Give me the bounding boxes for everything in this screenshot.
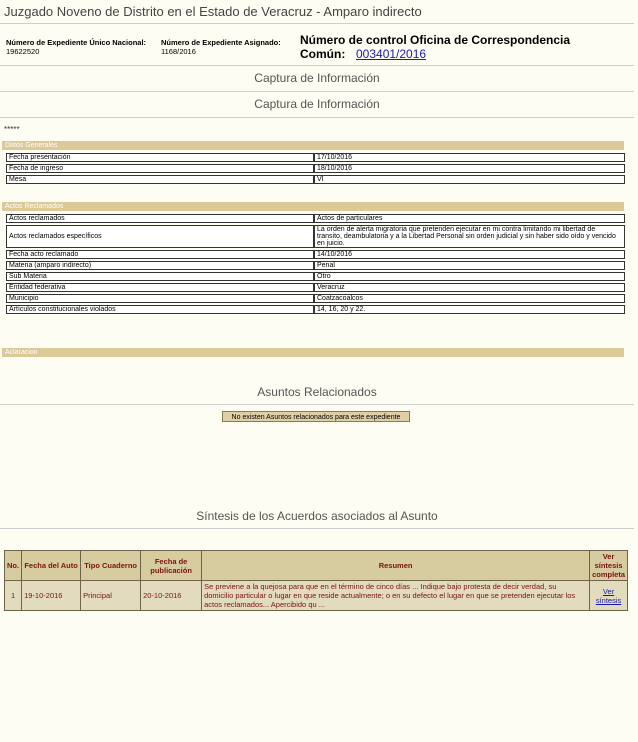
table-header-row [5,551,628,581]
field-label: Mesa [6,175,314,184]
col-header: Ver síntesis completa [590,551,628,581]
table-row [6,261,625,270]
divider [0,117,634,118]
table-row [6,305,625,314]
field-label: Artículos constitucionales violados [6,305,314,314]
table-row [6,294,625,303]
page-title: Juzgado Noveno de Distrito en el Estado de Veracruz - Amparo indirecto [4,4,422,19]
field-label: Actos reclamados [6,214,314,223]
field-value: 14, 16, 20 y 22. [314,305,625,314]
table-row [5,581,628,611]
captura-heading: Captura de Información [254,97,380,111]
field-value: VI [314,175,625,184]
divider [0,23,634,24]
cell-ver [590,581,628,611]
divider [0,528,634,529]
datos-generales-bar: Datos Generales [2,141,624,150]
field-value: Penal [314,261,625,270]
table-row [6,250,625,259]
field-value: Actos de particulares [314,214,625,223]
captura-heading: Captura de Información [254,71,380,85]
no-asuntos-message: No existen Asuntos relacionados para este expediente [222,411,410,422]
table-row [6,175,625,184]
cell-no: 1 [5,581,22,611]
cell-fecha-pub: 20-10-2016 [141,581,202,611]
field-label: Fecha acto reclamado [6,250,314,259]
asignado-label: Número de Expediente Asignado: [161,38,281,47]
col-header: Fecha de publicación [141,551,202,581]
field-label: Entidad federativa [6,283,314,292]
field-value: Otro [314,272,625,281]
sintesis-table [4,550,628,611]
col-header: Resumen [202,551,590,581]
table-row [6,214,625,223]
table-row [6,164,625,173]
field-label: Municipio [6,294,314,303]
field-label: Fecha presentación [6,153,314,162]
field-value: Veracruz [314,283,625,292]
stars-text: ***** [4,125,20,134]
field-value: La orden de alerta migratoria que pretenden ejecutar en mi contra limitando mi libertad de transito, deambulatoria y a la Libertad Personal sin orden judicial y sin haber sido oído y vencido en juicio. [314,225,625,248]
divider [0,91,634,92]
table-row [6,153,625,162]
comun-link[interactable]: 003401/2016 [356,47,427,61]
col-header: No. [5,551,22,581]
col-header: Tipo Cuaderno [81,551,141,581]
col-header: Fecha del Auto [22,551,81,581]
table-row [6,283,625,292]
field-label: Materia (amparo indirecto) [6,261,314,270]
control-title: Número de control Oficina de Correspondencia [300,33,571,47]
table-row [6,225,625,248]
actos-reclamados-bar: Actos Reclamados [2,202,624,211]
cell-tipo: Principal [81,581,141,611]
field-value: 18/10/2016 [314,164,625,173]
actos-reclamados-table [6,212,625,316]
table-row [6,272,625,281]
field-label: Fecha de ingreso [6,164,314,173]
aclaracion-bar: Aclaracion [2,348,624,357]
ver-sintesis-link[interactable]: Ver síntesis [595,586,622,605]
comun-label: Común: [300,47,346,61]
datos-generales-table [6,151,625,186]
field-label: Actos reclamados específicos [6,225,314,248]
cell-fecha-auto: 19-10-2016 [22,581,81,611]
nun-value: 19622520 [6,47,40,56]
nun-label: Número de Expediente Único Nacional: [6,38,147,47]
cell-resumen: Se previene a la quejosa para que en el término de cinco días ... Indique bajo protesta de decir verdad, su domicilio particular o lugar en que reside actualmente; o en su defecto el lugar en que se pretenden ejecutar los actos reclamados... Apercibido qu ... [202,581,590,611]
field-value: 17/10/2016 [314,153,625,162]
divider [0,404,634,405]
field-value: 14/10/2016 [314,250,625,259]
divider [0,65,634,66]
field-value: Coatzacoalcos [314,294,625,303]
asignado-value: 1168/2016 [161,47,196,56]
sintesis-heading: Síntesis de los Acuerdos asociados al Asunto [196,509,438,523]
field-label: Sub Materia [6,272,314,281]
asuntos-heading: Asuntos Relacionados [257,385,377,399]
